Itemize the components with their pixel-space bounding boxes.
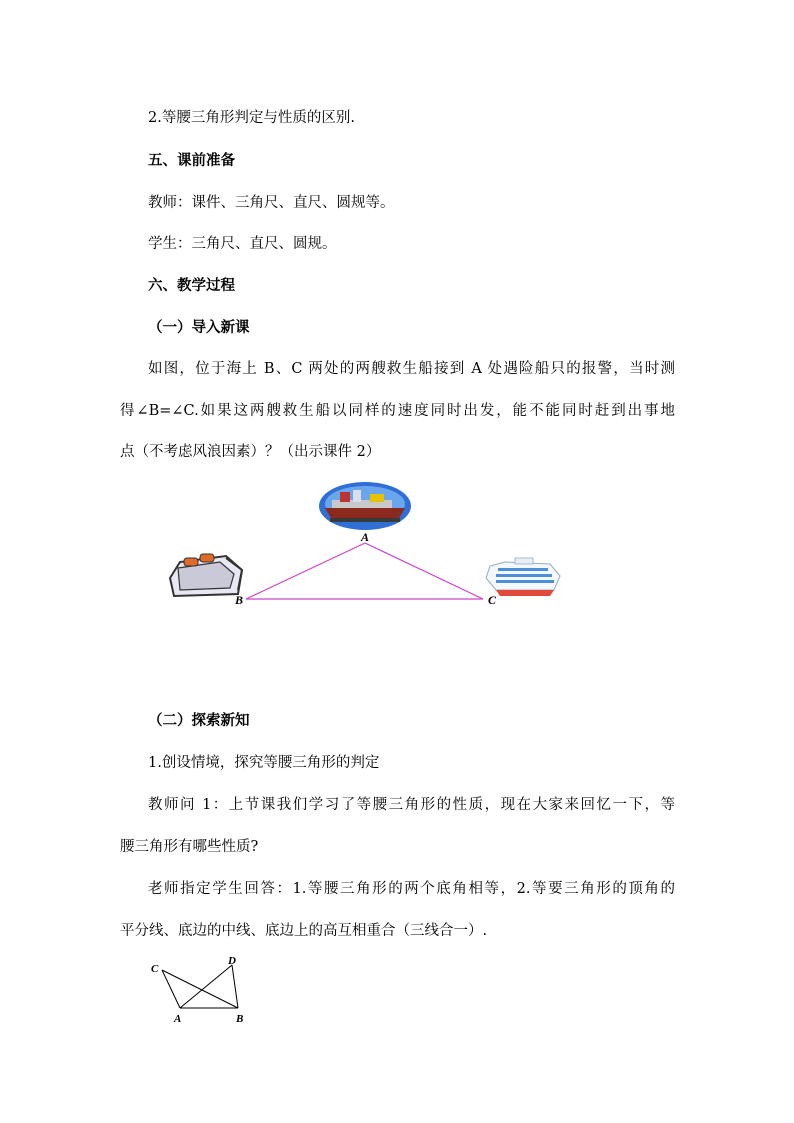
vertex-label-d: D xyxy=(228,955,236,967)
segment-db xyxy=(232,965,238,1008)
paragraph-line: 平分线、底边的中线、底边上的高互相重合（三线合一）. xyxy=(120,923,488,939)
ships-triangle-figure xyxy=(160,478,580,613)
vertex-label-b: B xyxy=(235,593,244,607)
segment-cb xyxy=(162,970,238,1008)
vertex-label-c: C xyxy=(151,963,159,975)
triangle-side-ac xyxy=(365,543,483,599)
paragraph-line: 腰三角形有哪些性质? xyxy=(120,839,259,855)
vertex-label-c: C xyxy=(488,593,497,607)
text-line-scenario: 1.创设情境，探究等腰三角形的判定 xyxy=(148,755,380,771)
subsection-heading-intro: （一）导入新课 xyxy=(148,320,250,336)
paragraph-line: 点（不考虑风浪因素）？（出示课件 2） xyxy=(120,444,381,460)
section-heading-process: 六、教学过程 xyxy=(148,278,235,294)
rescue-boat-icon xyxy=(170,554,242,596)
cruise-ship-icon xyxy=(486,558,560,596)
paragraph-line: 老师指定学生回答：1.等腰三角形的两个底角相等，2.等要三角形的顶角的 xyxy=(148,881,675,897)
vertex-label-a: A xyxy=(361,530,370,544)
subsection-heading-explore: （二）探索新知 xyxy=(148,713,250,729)
geometry-diagram xyxy=(145,950,255,1030)
section-heading-preparation: 五、课前准备 xyxy=(148,153,235,169)
vertex-label-a: A xyxy=(174,1013,182,1025)
vertex-label-b: B xyxy=(236,1013,244,1025)
paragraph-line: 得∠B=∠C.如果这两艘救生船以同样的速度同时出发，能不能同时赶到出事地 xyxy=(120,403,675,419)
text-line-teacher-materials: 教师：课件、三角尺、直尺、圆规等。 xyxy=(148,195,395,211)
paragraph-line: 教师问 1：上节课我们学习了等腰三角形的性质，现在大家来回忆一下，等 xyxy=(148,797,675,813)
text-line-difference: 2.等腰三角形判定与性质的区别. xyxy=(148,110,355,126)
paragraph-line: 如图，位于海上 B、C 两处的两艘救生船接到 A 处遇险船只的报警，当时测 xyxy=(148,361,675,377)
triangle-side-ab xyxy=(246,543,365,599)
cargo-ship-icon xyxy=(319,482,411,530)
text-line-student-materials: 学生：三角尺、直尺、圆规。 xyxy=(148,236,337,252)
segment-ca xyxy=(162,970,180,1008)
